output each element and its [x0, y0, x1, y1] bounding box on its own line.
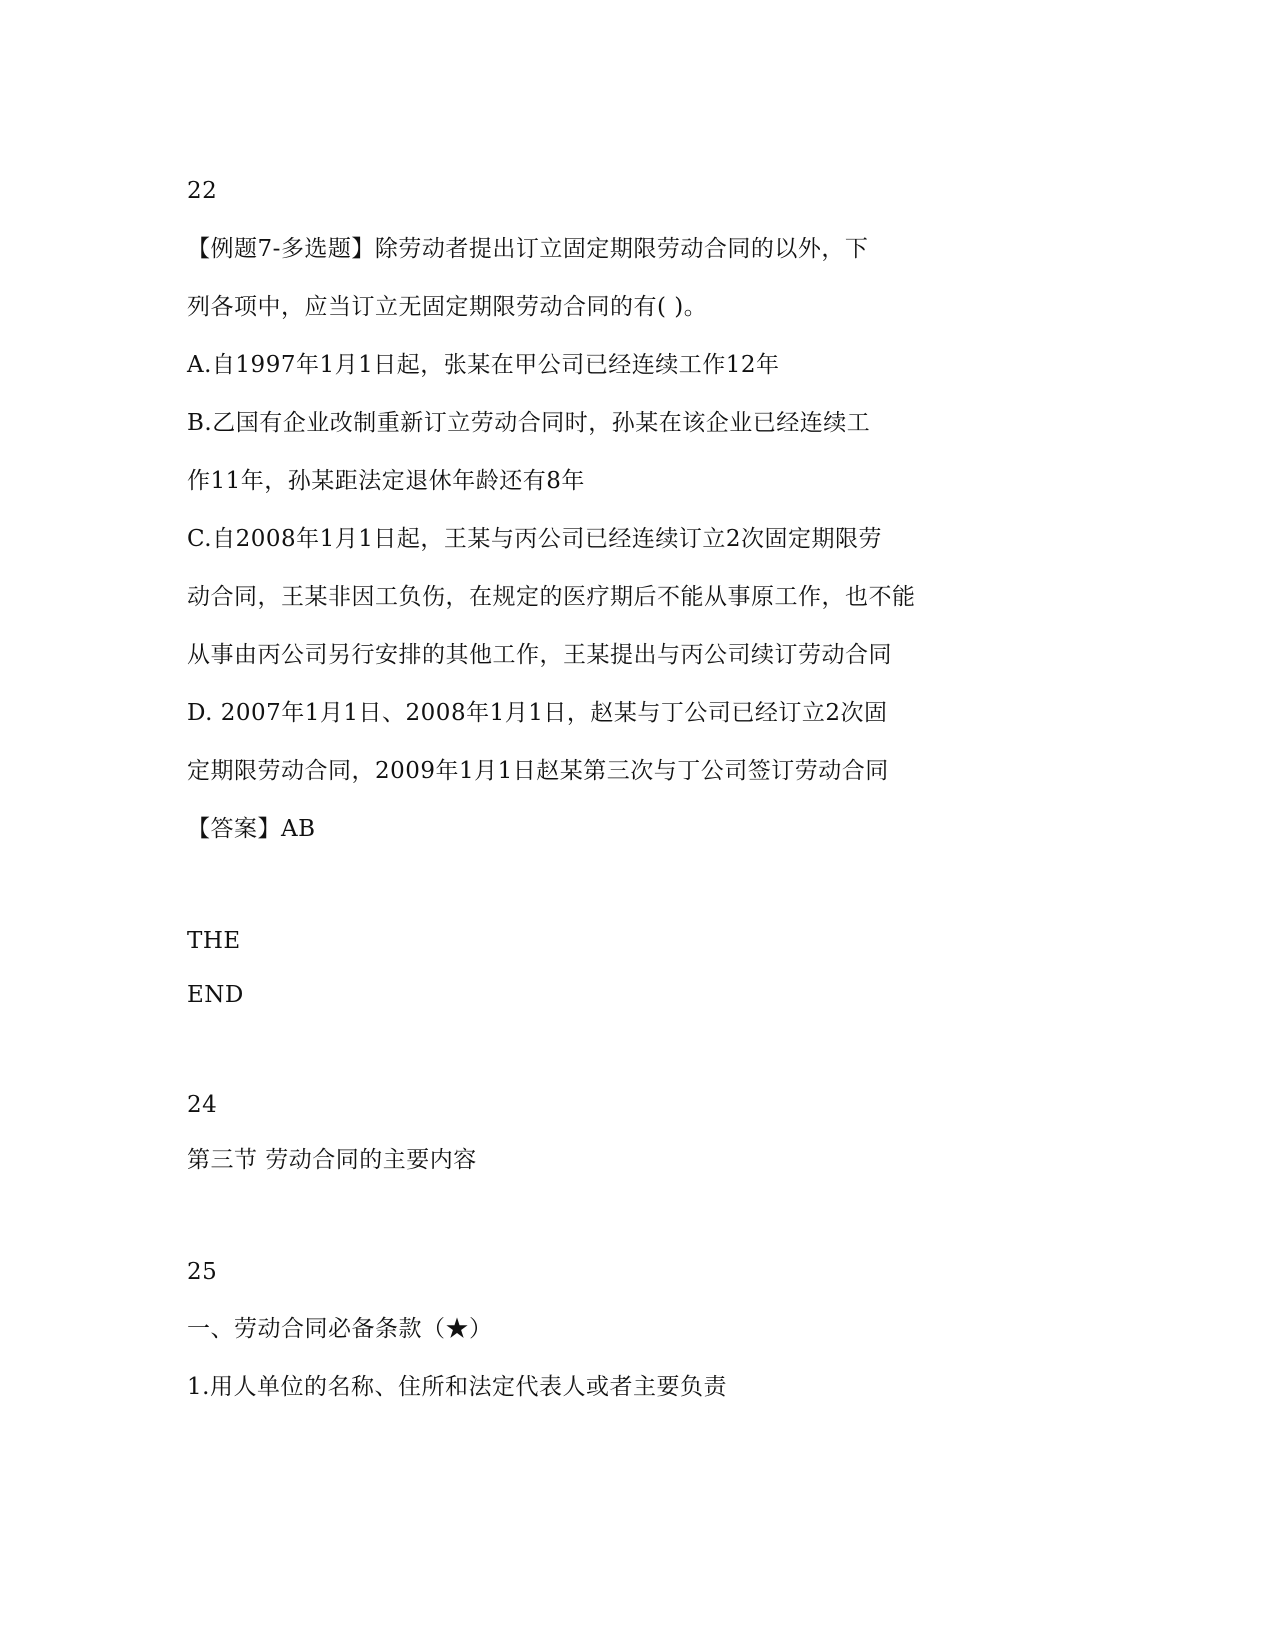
answer-line: 【答案】AB	[187, 816, 316, 842]
option-c-line-1: C.自2008年1月1日起，王某与丙公司已经连续订立2次固定期限劳	[187, 526, 883, 552]
option-d-line-1: D. 2007年1月1日、2008年1月1日，赵某与丁公司已经订立2次固	[187, 700, 888, 726]
option-c-line-3: 从事由丙公司另行安排的其他工作，王某提出与丙公司续订劳动合同	[187, 642, 892, 668]
page-number-22: 22	[187, 178, 218, 204]
end-text-the: THE	[187, 928, 241, 954]
question-stem: 列各项中，应当订立无固定期限劳动合同的有( )。	[187, 294, 708, 320]
option-d-line-2: 定期限劳动合同，2009年1月1日赵某第三次与丁公司签订劳动合同	[187, 758, 889, 784]
subsection-heading: 一、劳动合同必备条款（★）	[187, 1316, 493, 1342]
example-question-heading: 【例题7-多选题】除劳动者提出订立固定期限劳动合同的以外，下	[187, 236, 869, 262]
clause-item-1: 1.用人单位的名称、住所和法定代表人或者主要负责	[187, 1374, 727, 1400]
page-number-25: 25	[187, 1259, 218, 1285]
page-number-24: 24	[187, 1092, 218, 1118]
option-b-line-1: B.乙国有企业改制重新订立劳动合同时，孙某在该企业已经连续工	[187, 410, 871, 436]
end-text-end: END	[187, 982, 244, 1008]
option-b-line-2: 作11年，孙某距法定退休年龄还有8年	[187, 468, 585, 494]
option-a: A.自1997年1月1日起，张某在甲公司已经连续工作12年	[187, 352, 780, 378]
option-c-line-2: 动合同，王某非因工负伤，在规定的医疗期后不能从事原工作，也不能	[187, 584, 916, 610]
section-heading: 第三节 劳动合同的主要内容	[187, 1147, 477, 1173]
